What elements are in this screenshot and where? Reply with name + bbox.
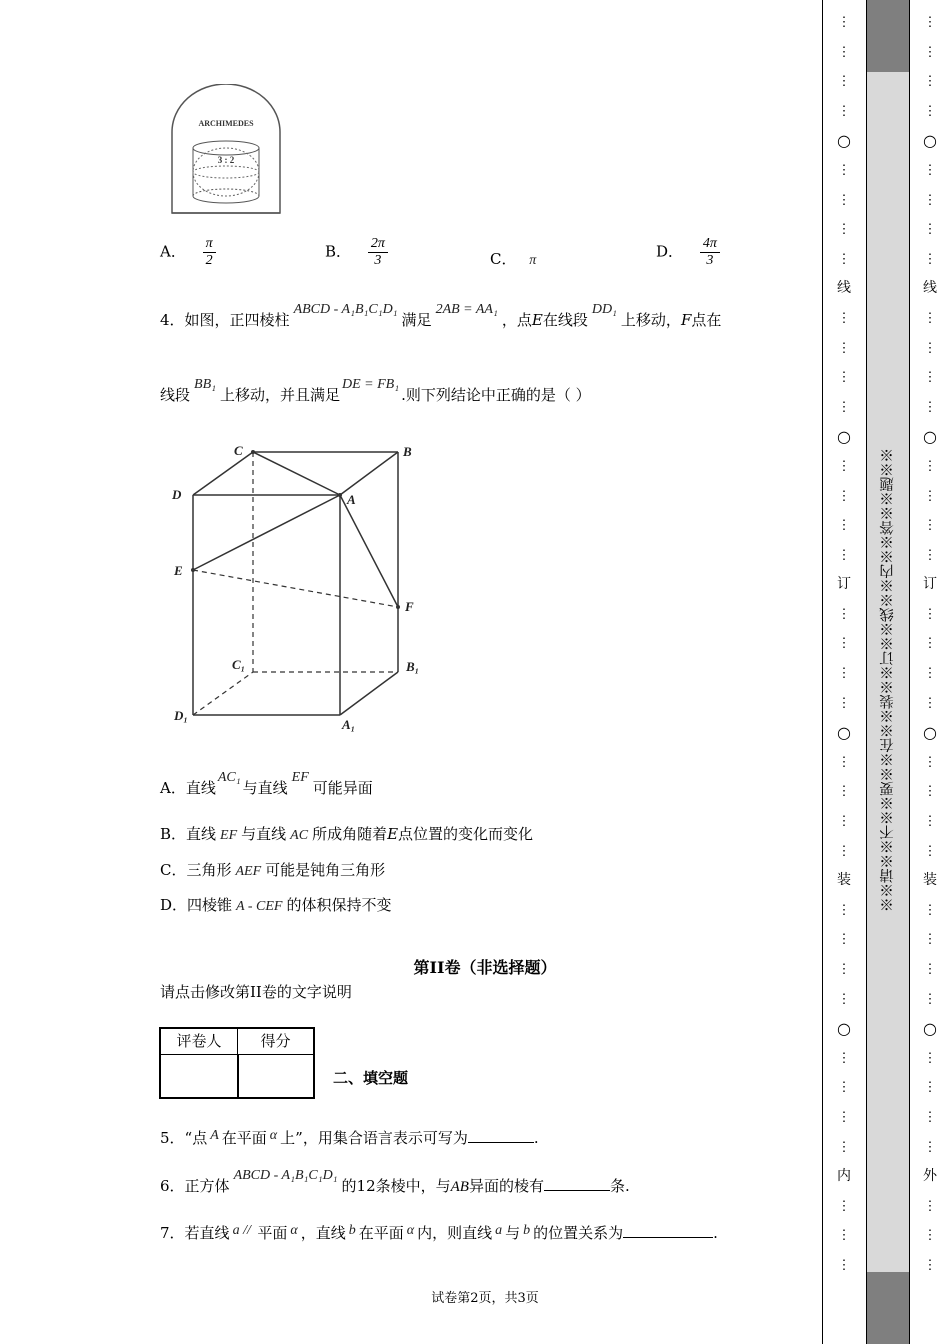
q3-option-b [325, 236, 388, 269]
text: 在线段 [542, 311, 588, 329]
binding-circle: ○ [923, 427, 937, 447]
dotted-segment: ⋮ [837, 547, 851, 563]
binding-circle: ○ [837, 131, 851, 151]
fraction: $\frac{4\pi}{3}$ [700, 236, 720, 269]
binding-char: 订 [923, 576, 937, 593]
dotted-segment: ⋮ [923, 666, 937, 682]
dotted-segment: ⋮ [837, 399, 851, 415]
archimedes-title: ARCHIMEDES [198, 119, 254, 128]
answer-blank[interactable] [468, 1128, 534, 1143]
vertex-label-c1: C₁ [232, 657, 246, 672]
math: a // [232, 1223, 255, 1238]
q4-option-a [160, 770, 373, 800]
dotted-segment: ⋮ [923, 695, 937, 711]
math: DD₁ [591, 302, 617, 317]
math: DE = FB₁ [342, 377, 400, 392]
q5 [160, 1128, 539, 1150]
text: 与直线 [242, 779, 288, 797]
vertex-label-c: C [234, 443, 243, 458]
archimedes-tomb-drawing [170, 84, 282, 214]
score-table-cell-score[interactable] [239, 1055, 313, 1097]
section-title: 第II卷（非选择题） [413, 958, 557, 977]
dotted-segment: ⋮ [923, 1257, 937, 1273]
vertex-label-b: B [403, 444, 412, 459]
dotted-segment: ⋮ [923, 74, 937, 90]
text: 可能异面 [312, 779, 373, 797]
binding-char: 订 [837, 576, 851, 593]
vertex-label-e: E [174, 563, 183, 578]
dotted-segment: ⋮ [837, 902, 851, 918]
dotted-segment: ⋮ [923, 1139, 937, 1155]
binding-char: 装 [923, 872, 937, 889]
dotted-segment: ⋮ [923, 310, 937, 326]
text: 所成角随着 [312, 825, 388, 843]
text: 直线 [185, 779, 216, 797]
binding-margin [822, 0, 950, 1344]
text: 点位置的变化而变化 [398, 825, 534, 843]
dotted-segment: ⋮ [923, 103, 937, 119]
math: A - CEF [236, 899, 283, 914]
text: 如图，正四棱柱 [184, 311, 290, 329]
dotted-segment: ⋮ [923, 902, 937, 918]
text: 与直线 [241, 825, 287, 843]
text: 若直线 [184, 1224, 230, 1242]
text: 内，则直线 [417, 1224, 493, 1242]
text: 上移动，并且满足 [220, 386, 341, 404]
option-label: C． [160, 861, 187, 879]
dotted-segment: ⋮ [923, 754, 937, 770]
text: 四棱锥 [187, 896, 233, 914]
math: F [680, 311, 692, 329]
q3-option-c [490, 249, 536, 271]
dotted-segment: ⋮ [923, 1228, 937, 1244]
binding-circle: ○ [923, 131, 937, 151]
dotted-segment: ⋮ [837, 932, 851, 948]
text: 与 [505, 1224, 521, 1242]
q4-stem-line1 [160, 302, 722, 332]
option-label: B． [160, 825, 187, 843]
dotted-segment: ⋮ [837, 340, 851, 356]
dotted-segment: ⋮ [837, 1050, 851, 1066]
text: 满足 [401, 311, 432, 329]
option-label: D． [160, 896, 188, 914]
binding-circle: ○ [923, 723, 937, 743]
dotted-segment: ⋮ [837, 458, 851, 474]
question-number: 5． [160, 1129, 185, 1147]
q4-option-d [160, 895, 391, 917]
dotted-segment: ⋮ [923, 606, 937, 622]
math: BB₁ [194, 377, 216, 392]
text: 条. [609, 1177, 630, 1195]
archimedes-figure [170, 84, 282, 214]
dotted-segment: ⋮ [837, 695, 851, 711]
prism-drawing [170, 440, 430, 740]
inner-binding-column [822, 0, 866, 1344]
part-title: 二、填空题 [333, 1069, 409, 1087]
dotted-segment: ⋮ [837, 1139, 851, 1155]
q4-option-b [160, 824, 533, 846]
binding-char: 外 [923, 1168, 937, 1185]
dotted-segment: ⋮ [837, 754, 851, 770]
dotted-segment: ⋮ [923, 636, 937, 652]
archimedes-ratio: 3 : 2 [217, 155, 235, 165]
math: ABCD - A₁B₁C₁D₁ [233, 1168, 338, 1183]
text: 可能是钝角三角形 [265, 861, 386, 879]
option-label: D． [656, 242, 684, 261]
dotted-segment: ⋮ [837, 814, 851, 830]
text: 平面 [257, 1224, 288, 1242]
dotted-segment: ⋮ [923, 1080, 937, 1096]
binding-circle: ○ [923, 1019, 937, 1039]
dotted-segment: ⋮ [837, 488, 851, 504]
dotted-segment: ⋮ [923, 1109, 937, 1125]
dotted-segment: ⋮ [923, 843, 937, 859]
text: 直线 [186, 825, 217, 843]
prism-figure [170, 440, 430, 740]
option-label: C． [490, 250, 517, 268]
dotted-segment: ⋮ [923, 932, 937, 948]
math: α [290, 1223, 298, 1238]
section-note[interactable]: 请点击修改第II卷的文字说明 [160, 983, 352, 1001]
text: 上移动， [620, 311, 681, 329]
dotted-segment: ⋮ [923, 814, 937, 830]
text: 线段 [160, 386, 191, 404]
outer-binding-column [910, 0, 950, 1344]
text: .则下列结论中正确的是（ ） [401, 386, 591, 404]
dotted-segment: ⋮ [837, 606, 851, 622]
binding-line [836, 8, 852, 1338]
text: 在平面 [221, 1129, 267, 1147]
score-table-header-score: 得分 [238, 1029, 313, 1055]
warning-band [866, 0, 910, 1344]
text: 正方体 [184, 1177, 230, 1195]
dotted-segment: ⋮ [923, 44, 937, 60]
dotted-segment: ⋮ [837, 1080, 851, 1096]
option-label: A． [160, 779, 186, 797]
binding-circle: ○ [837, 723, 851, 743]
dotted-segment: ⋮ [923, 962, 937, 977]
dotted-segment: ⋮ [923, 991, 937, 1007]
text: 三角形 [186, 861, 232, 879]
dotted-segment: ⋮ [837, 44, 851, 60]
dotted-segment: ⋮ [923, 370, 937, 386]
dotted-segment: ⋮ [923, 222, 937, 238]
question-number: 7． [160, 1224, 185, 1242]
fraction: $\frac{\pi}{2}$ [203, 236, 216, 269]
option-value: π [529, 253, 537, 268]
text: 在平面 [358, 1224, 404, 1242]
binding-char: 线 [923, 280, 937, 297]
math: A [210, 1128, 219, 1143]
dotted-segment: ⋮ [923, 340, 937, 356]
math: α [406, 1223, 415, 1238]
text: 异面的棱有 [468, 1177, 544, 1195]
dotted-segment: ⋮ [837, 518, 851, 534]
dotted-segment: ⋮ [837, 310, 851, 326]
dotted-segment: ⋮ [837, 991, 851, 1007]
dotted-segment: ⋮ [923, 192, 937, 208]
dotted-segment: ⋮ [923, 162, 937, 178]
text: . [713, 1224, 718, 1242]
dotted-segment: ⋮ [923, 15, 937, 30]
dotted-segment: ⋮ [837, 192, 851, 208]
text: ，直线 [300, 1224, 346, 1242]
q4-stem-line2 [160, 377, 591, 407]
dotted-segment: ⋮ [923, 251, 937, 267]
math: E [531, 311, 543, 329]
score-table-header-reviewer: 评卷人 [161, 1029, 238, 1055]
dotted-segment: ⋮ [923, 458, 937, 474]
text: 的12条棱中，与 [341, 1177, 451, 1195]
dotted-segment: ⋮ [837, 1228, 851, 1244]
dotted-segment: ⋮ [837, 666, 851, 682]
option-label: A． [160, 242, 186, 261]
binding-line [922, 8, 938, 1338]
math: ABCD - A₁B₁C₁D₁ [293, 302, 398, 317]
dotted-segment: ⋮ [923, 1050, 937, 1066]
dotted-segment: ⋮ [923, 518, 937, 534]
dotted-segment: ⋮ [923, 399, 937, 415]
binding-circle: ○ [837, 427, 851, 447]
dotted-segment: ⋮ [923, 547, 937, 563]
bottom-dark-tab [867, 1272, 909, 1344]
binding-char: 装 [837, 872, 851, 889]
dotted-segment: ⋮ [837, 843, 851, 859]
math: AB [450, 1179, 469, 1195]
vertex-label-d1: D₁ [174, 708, 188, 723]
q3-option-d [656, 236, 720, 269]
dotted-segment: ⋮ [923, 488, 937, 504]
math: EF [220, 828, 238, 843]
top-dark-tab [867, 0, 909, 72]
text: 的体积保持不变 [286, 896, 392, 914]
warning-text: ※※请※※不※※要※※在※※装※※订※※线※※内※※答※※题※※ [880, 448, 896, 912]
question-number: 4． [160, 311, 185, 329]
question-number: 6． [160, 1177, 185, 1195]
answer-blank[interactable] [544, 1176, 610, 1191]
dotted-segment: ⋮ [923, 784, 937, 800]
binding-char: 内 [837, 1168, 851, 1185]
dotted-segment: ⋮ [837, 74, 851, 90]
score-table-cell-reviewer[interactable] [161, 1055, 239, 1097]
text: “点 [184, 1129, 208, 1147]
dotted-segment: ⋮ [837, 103, 851, 119]
dotted-segment: ⋮ [837, 636, 851, 652]
text: ，点 [501, 311, 532, 329]
binding-char: 线 [837, 280, 851, 297]
q3-option-a [160, 236, 216, 269]
dotted-segment: ⋮ [837, 15, 851, 30]
math: AEF [235, 864, 262, 879]
dotted-segment: ⋮ [837, 1198, 851, 1214]
q6 [160, 1168, 630, 1198]
vertex-label-d: D [172, 487, 182, 502]
math: 2AB = AA₁ [435, 302, 498, 317]
vertex-label-a: A [347, 492, 356, 507]
binding-circle: ○ [837, 1019, 851, 1039]
dotted-segment: ⋮ [837, 251, 851, 267]
vertex-label-b1: B₁ [406, 659, 420, 674]
math: EF [291, 770, 309, 785]
q7 [160, 1223, 718, 1245]
dotted-segment: ⋮ [837, 1109, 851, 1125]
dotted-segment: ⋮ [837, 1257, 851, 1273]
math: b [348, 1223, 356, 1238]
dotted-segment: ⋮ [837, 784, 851, 800]
math: α [269, 1128, 278, 1143]
answer-blank[interactable] [623, 1223, 713, 1238]
dotted-segment: ⋮ [837, 162, 851, 178]
vertex-label-a1: A₁ [342, 717, 356, 732]
math: AC [290, 828, 309, 843]
page-footer: 试卷第2页，共3页 [431, 1291, 539, 1306]
q4-option-c [160, 860, 385, 882]
dotted-segment: ⋮ [837, 370, 851, 386]
text: . [533, 1129, 539, 1147]
math: a [495, 1223, 503, 1238]
math: AC₁ [217, 770, 241, 785]
dotted-segment: ⋮ [837, 222, 851, 238]
fraction: $\frac{2\pi}{3}$ [368, 236, 388, 269]
math: E [387, 825, 399, 843]
math: b [523, 1223, 531, 1238]
text: 点在 [691, 311, 722, 329]
score-table [159, 1027, 315, 1099]
text: 上”，用集合语言表示可写为 [280, 1129, 468, 1147]
dotted-segment: ⋮ [837, 962, 851, 977]
option-label: B． [325, 242, 352, 261]
dotted-segment: ⋮ [923, 1198, 937, 1214]
vertex-label-f: F [405, 599, 414, 614]
text: 的位置关系为 [533, 1224, 624, 1242]
